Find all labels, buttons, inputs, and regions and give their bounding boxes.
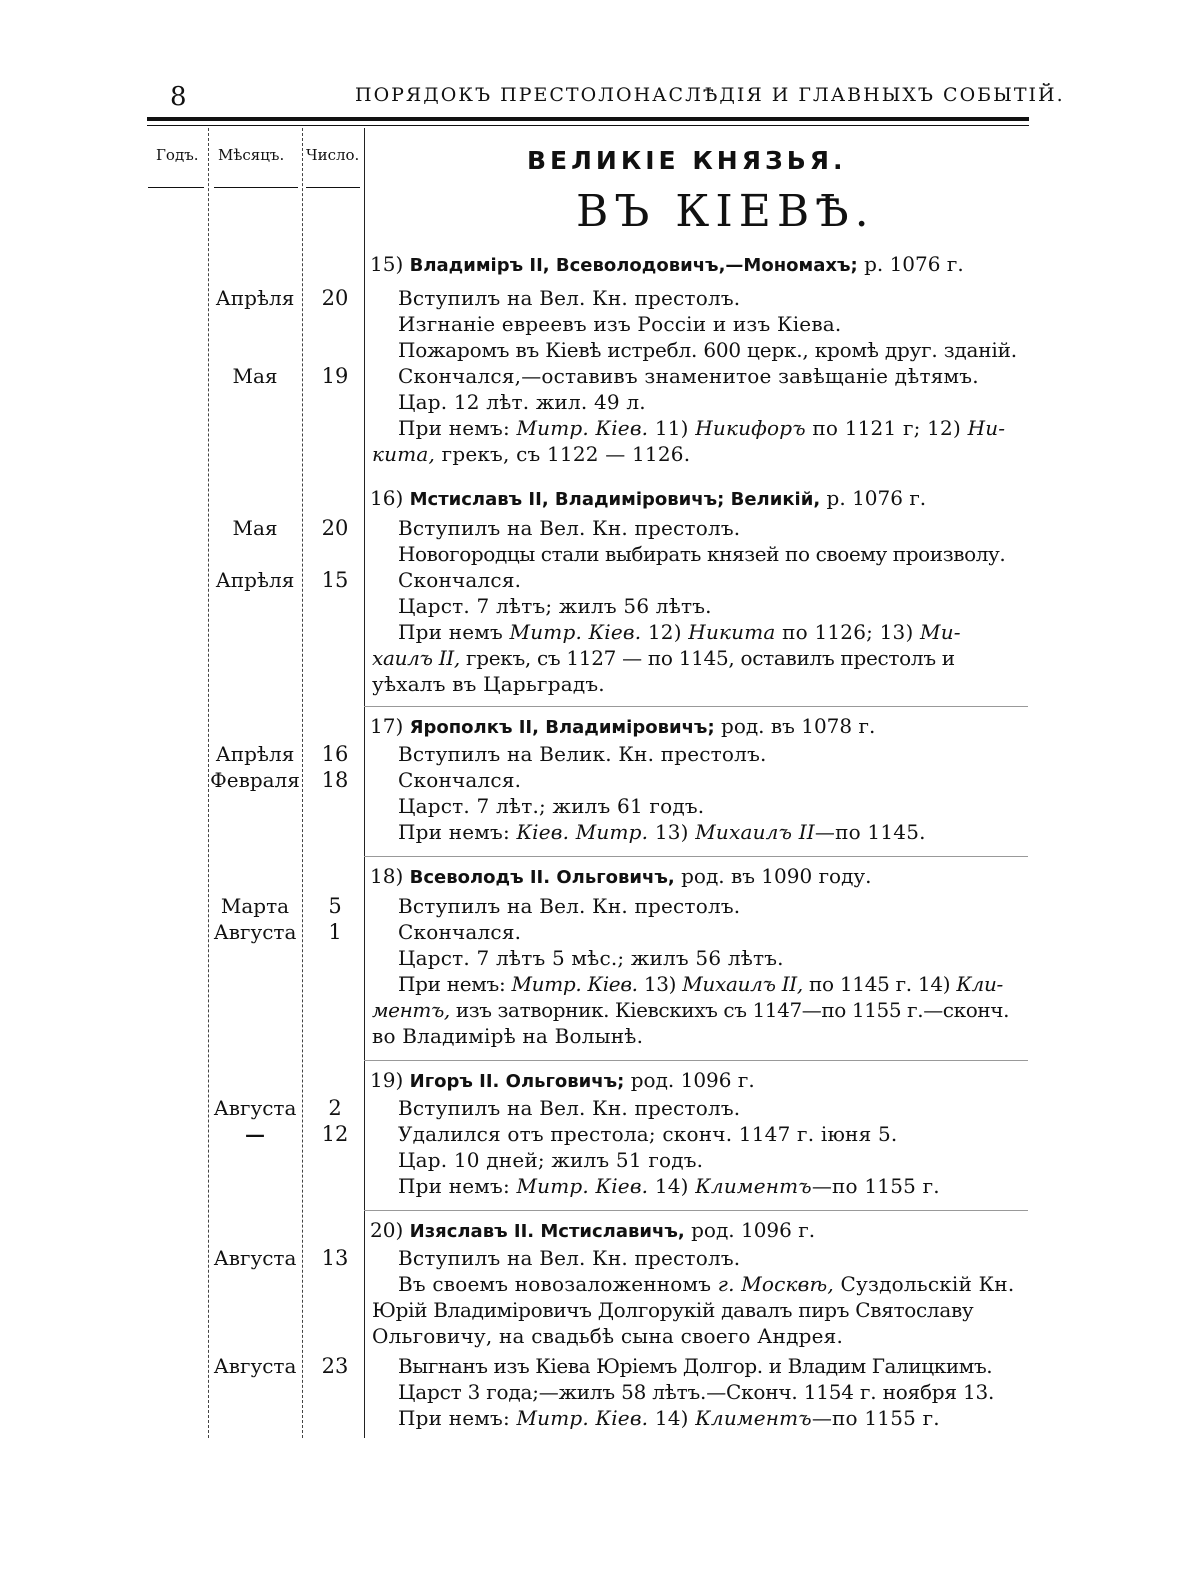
metro-part: Михаилъ II, <box>682 972 803 996</box>
column-header-rule <box>306 187 360 188</box>
row-event: Вступилъ на Вел. Кн. престолъ. <box>398 894 741 918</box>
row-event: Скончался,—оставивъ знаменитое завѣщаніе дѣтямъ. <box>398 364 979 388</box>
row-day: 13 <box>321 1246 349 1270</box>
ruler-birth: род. 1096 г. <box>691 1218 816 1242</box>
event-part: Въ своемъ новозаложенномъ <box>398 1272 712 1296</box>
row-day: 2 <box>328 1096 342 1120</box>
ruler-heading <box>370 1218 815 1242</box>
row-event: Изгнаніе евреевъ изъ Россіи и изъ Кіева. <box>398 312 842 336</box>
header-rule <box>147 117 1029 121</box>
metropolitan-text <box>398 972 1003 996</box>
metro-part: При немъ: <box>398 1174 510 1198</box>
row-event <box>398 1272 1014 1296</box>
row-day: 18 <box>321 768 349 792</box>
page-number: 8 <box>170 82 187 112</box>
ruler-heading <box>370 486 926 510</box>
metropolitan-text <box>398 416 1005 440</box>
row-day: 12 <box>321 1122 349 1146</box>
event-part: Суздольскій Кн. <box>840 1272 1015 1296</box>
row-month: Апрѣля <box>215 568 295 592</box>
section-rule <box>364 856 1028 857</box>
metro-part: грекъ, съ 1127 — по 1145, оставилъ престолъ и <box>466 646 955 670</box>
row-day: 16 <box>321 742 349 766</box>
ruler-heading <box>370 714 875 738</box>
reign-summary: Цар. 10 дней; жилъ 51 годъ. <box>398 1148 704 1172</box>
metro-part: изъ затворник. Кіевскихъ съ 1147—по 1155 г.—сконч. <box>455 998 1010 1022</box>
ruler-number: 20) <box>370 1218 404 1242</box>
row-event: Вступилъ на Вел. Кн. престолъ. <box>398 1096 741 1120</box>
metropolitan-text <box>398 620 961 644</box>
ruler-name: Владиміръ II, Всеволодовичъ,—Мономахъ; <box>409 255 858 276</box>
row-month: Апрѣля <box>215 286 295 310</box>
metro-part: При немъ: <box>398 820 510 844</box>
metro-part: хаилъ II, <box>372 646 460 670</box>
column-separator <box>364 128 365 1438</box>
row-month: Февраля <box>210 768 300 792</box>
row-day: 1 <box>328 920 342 944</box>
row-day: 20 <box>321 516 349 540</box>
row-day: 19 <box>321 364 349 388</box>
column-header-day: Число. <box>306 146 360 164</box>
row-event: Пожаромъ въ Кіевѣ истребл. 600 церк., кромѣ друг. зданій. <box>398 338 1017 362</box>
reign-summary: Царст 3 года;—жилъ 58 лѣтъ.—Сконч. 1154 г. ноября 13. <box>398 1380 995 1404</box>
row-month: — <box>245 1122 265 1146</box>
row-event: Удалился отъ престола; сконч. 1147 г. іюня 5. <box>398 1122 898 1146</box>
row-month: Августа <box>213 1354 297 1378</box>
row-event: Скончался. <box>398 920 522 944</box>
metropolitan-text: во Владимірѣ на Волынѣ. <box>372 1024 644 1048</box>
ruler-name: Мстиславъ II, Владиміровичъ; Великій, <box>409 489 821 510</box>
header-rule-thin <box>147 125 1029 126</box>
page-title: ВЕЛИКІЕ КНЯЗЬЯ. <box>527 146 847 175</box>
row-day: 20 <box>321 286 349 310</box>
ruler-name: Изяславъ II. Мстиславичъ, <box>409 1221 685 1242</box>
row-event: Вступилъ на Вел. Кн. престолъ. <box>398 286 741 310</box>
metropolitan-text <box>372 646 955 670</box>
metro-part: Кли- <box>956 972 1003 996</box>
section-rule <box>364 706 1028 707</box>
metro-part: При немъ: <box>398 416 510 440</box>
row-day: 23 <box>321 1354 349 1378</box>
section-rule <box>364 1060 1028 1061</box>
metro-part: При немъ: <box>398 1406 510 1430</box>
metropolitan-text <box>398 1174 940 1198</box>
column-header-year: Годъ. <box>156 146 199 164</box>
row-month: Августа <box>213 1096 297 1120</box>
ruler-heading <box>370 252 964 276</box>
metro-part: по 1126; 13) <box>782 620 914 644</box>
ruler-name: Ярополкъ II, Владиміровичъ; <box>409 717 715 738</box>
page-subtitle: ВЪ КІЕВѢ. <box>576 186 875 237</box>
row-event: Вступилъ на Вел. Кн. престолъ. <box>398 516 741 540</box>
metro-part: 12) <box>647 620 682 644</box>
metro-part: по 1145 г. 14) <box>809 972 951 996</box>
ruler-birth: р. 1076 г. <box>826 486 927 510</box>
row-event: Скончался. <box>398 768 522 792</box>
metro-part: 11) <box>654 416 689 440</box>
ruler-number: 18) <box>370 864 404 888</box>
metropolitan-text: уѣхалъ въ Царьградъ. <box>372 672 605 696</box>
ruler-heading <box>370 1068 755 1092</box>
ruler-number: 16) <box>370 486 404 510</box>
column-header-rule <box>214 187 298 188</box>
column-header-month: Мѣсяцъ. <box>218 146 285 164</box>
column-separator <box>302 128 303 1438</box>
column-header-rule <box>148 187 204 188</box>
ruler-birth: р. 1076 г. <box>864 252 964 276</box>
ruler-heading <box>370 864 872 888</box>
metro-part: Михаилъ II <box>695 820 815 844</box>
metro-part: —по 1145. <box>814 820 926 844</box>
row-month: Апрѣля <box>215 742 295 766</box>
metropolitan-text <box>372 442 690 466</box>
ruler-number: 17) <box>370 714 404 738</box>
ruler-number: 19) <box>370 1068 404 1092</box>
metro-part: —по 1155 г. <box>811 1406 940 1430</box>
row-event: Новогородцы стали выбирать князей по своему произволу. <box>398 542 1006 566</box>
metro-part: ментъ, <box>372 998 450 1022</box>
row-event: Выгнанъ изъ Кіева Юріемъ Долгор. и Владим Галицкимъ. <box>398 1354 993 1378</box>
row-month: Августа <box>213 920 297 944</box>
metro-part: 14) <box>654 1406 689 1430</box>
row-event: Вступилъ на Велик. Кн. престолъ. <box>398 742 767 766</box>
metro-part: грекъ, съ 1122 — 1126. <box>441 442 691 466</box>
ruler-birth: род. въ 1090 году. <box>681 864 872 888</box>
metro-part: Митр. Кіев. <box>509 620 642 644</box>
metro-part: Климентъ <box>695 1174 812 1198</box>
row-month: Мая <box>232 516 278 540</box>
ruler-birth: род. 1096 г. <box>630 1068 755 1092</box>
metro-part: Митр. Кіев. <box>511 972 638 996</box>
metro-part: Ни- <box>967 416 1006 440</box>
row-day: 15 <box>321 568 349 592</box>
metro-part: При немъ: <box>398 972 506 996</box>
ruler-name: Игоръ II. Ольговичъ; <box>409 1071 625 1092</box>
metro-part: Никифоръ <box>695 416 806 440</box>
metro-part: Никита <box>688 620 776 644</box>
event-text: Юрій Владиміровичъ Долгорукій давалъ пиръ Святославу <box>372 1298 974 1322</box>
row-month: Марта <box>220 894 290 918</box>
metro-part: Митр. Кіев. <box>516 1406 649 1430</box>
row-event: Скончался. <box>398 568 522 592</box>
metro-part: Митр. Кіев. <box>516 416 649 440</box>
reign-summary: Царст. 7 лѣтъ 5 мѣс.; жилъ 56 лѣтъ. <box>398 946 784 970</box>
metro-part: Кіев. Митр. <box>516 820 649 844</box>
metro-part: 13) <box>643 972 677 996</box>
metropolitan-text <box>372 998 1009 1022</box>
ruler-number: 15) <box>370 252 404 276</box>
metro-part: Ми- <box>920 620 961 644</box>
section-rule <box>364 1210 1028 1211</box>
metro-part: кита, <box>372 442 436 466</box>
event-part: г. Москвѣ, <box>717 1272 834 1296</box>
metro-part: —по 1155 г. <box>811 1174 940 1198</box>
running-head: ПОРЯДОКЪ ПРЕСТОЛОНАСЛѢДІЯ И ГЛАВНЫХЪ СОБЫТІЙ. <box>355 84 1065 106</box>
metro-part: Митр. Кіев. <box>516 1174 649 1198</box>
reign-summary: Царст. 7 лѣтъ; жилъ 56 лѣтъ. <box>398 594 712 618</box>
metropolitan-text <box>398 1406 940 1430</box>
row-day: 5 <box>328 894 342 918</box>
metro-part: 13) <box>654 820 689 844</box>
metro-part: Климентъ <box>695 1406 812 1430</box>
ruler-name: Всеволодъ II. Ольговичъ, <box>409 867 675 888</box>
row-event: Вступилъ на Вел. Кн. престолъ. <box>398 1246 741 1270</box>
metro-part: При немъ <box>398 620 503 644</box>
metro-part: 14) <box>654 1174 689 1198</box>
reign-summary: Цар. 12 лѣт. жил. 49 л. <box>398 390 646 414</box>
event-text: Ольговичу, на свадьбѣ сына своего Андрея. <box>372 1324 844 1348</box>
row-month: Мая <box>232 364 278 388</box>
ruler-birth: род. въ 1078 г. <box>721 714 876 738</box>
metro-part: по 1121 г; 12) <box>812 416 961 440</box>
row-month: Августа <box>213 1246 297 1270</box>
reign-summary: Царст. 7 лѣт.; жилъ 61 годъ. <box>398 794 705 818</box>
metropolitan-text <box>398 820 926 844</box>
